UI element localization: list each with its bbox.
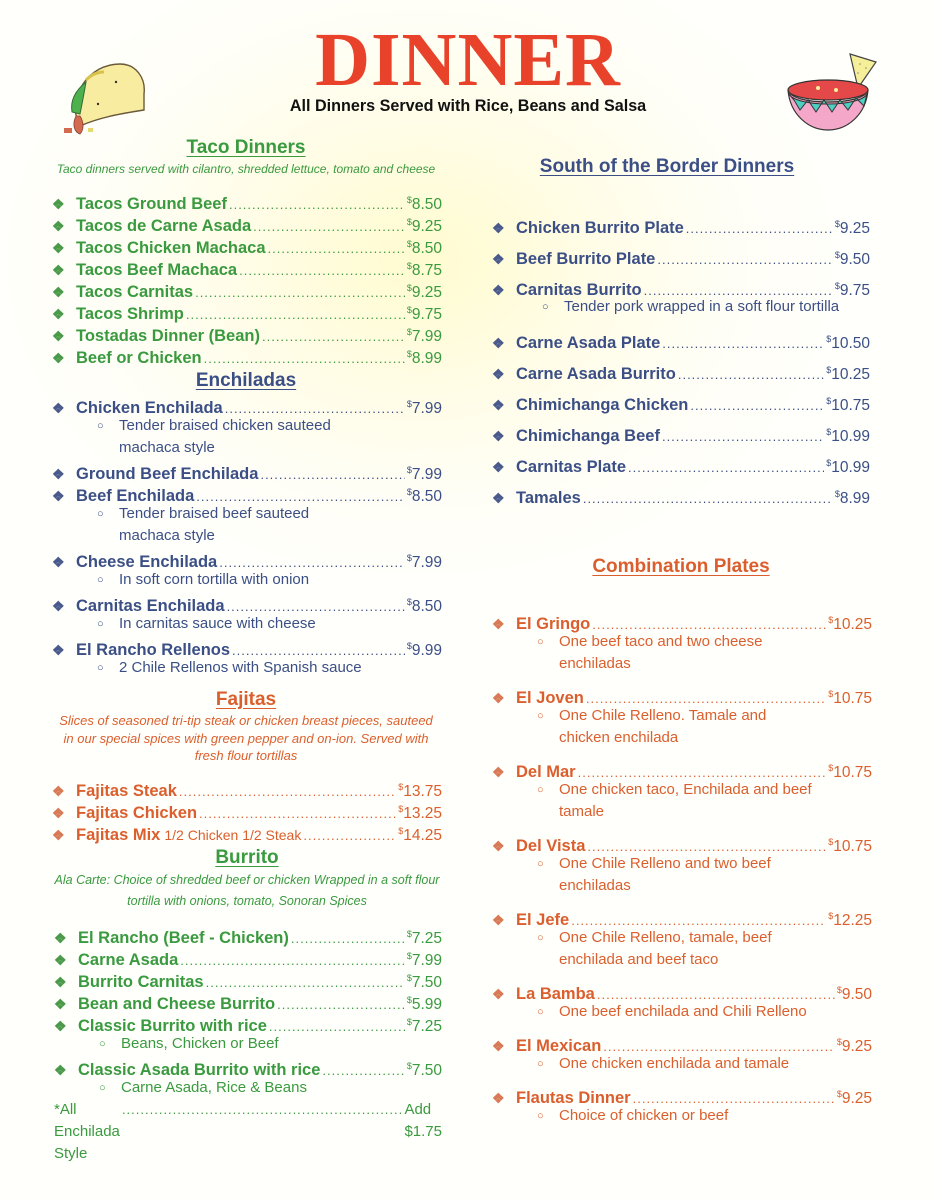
menu-item [50,459,442,481]
item-name: Carne Asada Burrito [516,365,676,383]
menu-item [490,386,870,417]
item-name: Flautas Dinner [516,1089,631,1107]
item-price: $9.75 [406,305,442,323]
circle-bullet-icon: ○ [537,1006,544,1018]
bullet-icon: ❖ [52,328,65,344]
combo-group [490,979,872,1023]
item-price: $10.75 [828,763,872,781]
bullet-icon: ❖ [52,350,65,366]
salsa-bowl-icon [778,48,878,133]
item-note: ○ Tender braised chicken sauteed machaca style [50,415,442,459]
bullet-icon: ❖ [52,598,65,614]
item-name: Chicken Enchilada [76,399,223,417]
menu-item [50,393,442,415]
item-price: $8.50 [406,487,442,505]
item-note: ○ In soft corn tortilla with onion [50,569,442,591]
item-note: ○ One Chile Relleno and two beef enchiladas [490,853,872,897]
item-price: $8.50 [406,195,442,213]
bullet-icon: ❖ [492,690,505,706]
item-note: ○ One chicken taco, Enchilada and beef tamale [490,779,872,823]
menu-item [490,1083,872,1105]
leader-dots [662,421,824,452]
item-name: Beef or Chicken [76,349,202,367]
item-name: Bean and Cheese Burrito [78,995,276,1013]
item-name: Cheese Enchilada [76,553,218,571]
enchiladas-section [50,369,442,679]
footnote-value: Add $1.75 [404,1101,442,1140]
menu-item [490,240,870,271]
bullet-icon: ❖ [492,1090,505,1106]
item-price: $5.99 [406,995,442,1013]
item-note: ○ Tender braised beef sauteed machaca style [50,503,442,547]
item-name: Tacos Ground Beef [76,195,227,213]
item-name: Tacos Shrimp [76,305,184,323]
leader-dots [180,950,405,972]
leader-dots [662,328,824,359]
item-note: ○ One chicken enchilada and tamale [490,1053,872,1075]
section-title: Combination Plates [592,556,770,577]
item-price: $9.25 [834,219,870,237]
item-price: $10.99 [826,427,870,445]
item-price: $10.25 [828,615,872,633]
item-note: ○ Carne Asada, Rice & Beans [52,1077,442,1099]
item-price: $14.25 [398,825,442,844]
bullet-icon: ❖ [492,220,505,236]
bullet-icon: ❖ [52,804,65,821]
bullet-icon: ❖ [52,826,65,843]
item-name: El Mexican [516,1037,602,1055]
menu-item [490,448,870,479]
menu-item [52,1055,442,1077]
item-name: Beef Enchilada [76,487,195,505]
leader-dots [179,781,396,803]
menu-item [490,683,872,705]
menu-item [490,609,872,631]
item-name: Tacos Beef Machaca [76,261,238,279]
item-price: $9.99 [406,641,442,659]
item-price: $7.99 [406,399,442,417]
item-price: $7.50 [406,1061,442,1079]
leader-dots [253,216,405,238]
burrito-section [52,846,442,1162]
leader-dots [260,464,404,486]
menu-item [490,979,872,1001]
leader-dots [206,972,405,994]
circle-bullet-icon: ○ [537,636,544,648]
item-name: Tacos de Carne Asada [76,217,252,235]
circle-bullet-icon: ○ [537,858,544,870]
taco-dinners-section [50,136,442,365]
item-price: $10.50 [826,334,870,352]
bullet-icon: ❖ [54,1018,67,1034]
bullet-icon: ❖ [52,196,65,212]
item-name: Fajitas Steak [76,781,177,800]
item-name: Tostadas Dinner (Bean) [76,327,260,345]
menu-subtitle: All Dinners Served with Rice, Beans and Salsa [289,96,647,115]
circle-bullet-icon: ○ [537,932,544,944]
item-price: $8.50 [406,597,442,615]
leader-dots [583,483,833,514]
item-name: Fajitas Mix [76,825,161,844]
bullet-icon: ❖ [492,490,505,506]
item-extra: 1/2 Chicken 1/2 Steak [164,826,302,843]
item-price: $10.75 [828,837,872,855]
menu-list [50,776,442,842]
item-price: $8.99 [406,349,442,367]
item-name: Burrito Carnitas [78,973,204,991]
circle-bullet-icon: ○ [537,784,544,796]
item-note: ○ One Chile Relleno. Tamale and chicken enchilada [490,705,872,749]
item-name: El Rancho Rellenos [76,641,231,659]
item-name: Carne Asada [78,951,179,969]
leader-dots [229,194,405,216]
item-name: Tamales [516,489,581,507]
menu-item [50,591,442,613]
item-price: $9.25 [836,1089,872,1107]
item-name: Carnitas Enchilada [76,597,225,615]
fajitas-section [50,688,442,842]
bullet-icon: ❖ [492,838,505,854]
bullet-icon: ❖ [54,974,67,990]
leader-dots [690,390,824,421]
bullet-icon: ❖ [52,554,65,570]
item-name: Chimichanga Chicken [516,396,689,414]
section-description: Ala Carte: Choice of shredded beef or chicken Wrapped in a soft flour tortilla with onions, tomato, Sonoran Spices [54,873,440,908]
menu-item [490,757,872,779]
item-price: $13.75 [398,781,442,800]
leader-dots [122,1099,403,1121]
bullet-icon: ❖ [492,764,505,780]
item-name: El Jefe [516,911,570,929]
menu-item [490,1031,872,1053]
item-name: Ground Beef Enchilada [76,465,259,483]
item-price: $7.99 [406,327,442,345]
bullet-icon: ❖ [54,1062,67,1078]
item-note: ○ In carnitas sauce with cheese [50,613,442,635]
menu-list [490,209,870,510]
circle-bullet-icon: ○ [537,710,544,722]
item-note: ○ One Chile Relleno, tamale, beef enchilada and beef taco [490,927,872,971]
leader-dots [678,359,824,390]
item-price: $8.50 [406,239,442,257]
combo-group [490,609,872,675]
item-price: $7.99 [406,465,442,483]
item-name: Beef Burrito Plate [516,250,656,268]
menu-item [50,189,442,211]
leader-dots [277,994,405,1016]
section-title: Burrito [215,847,279,868]
combo-group [490,905,872,971]
menu-item [490,324,870,355]
menu-item [490,905,872,927]
combo-group [490,1083,872,1127]
menu-item [490,831,872,853]
menu-title: DINNER [315,18,621,102]
bullet-icon: ❖ [492,1038,505,1054]
item-name: Carnitas Burrito [516,281,642,299]
item-note: ○ Tender pork wrapped in a soft flour tortilla [490,296,870,318]
item-price: $9.25 [406,283,442,301]
leader-dots [262,326,405,348]
bullet-icon: ❖ [52,400,65,416]
item-name: Tacos Chicken Machaca [76,239,266,257]
leader-dots [686,213,833,244]
item-price: $10.75 [826,396,870,414]
item-price: $7.99 [406,951,442,969]
circle-bullet-icon: ○ [97,618,104,630]
leader-dots [199,803,396,825]
combo-group [490,831,872,897]
enchilada-style-footnote [52,1099,442,1162]
item-price: $10.75 [828,689,872,707]
menu-item [52,923,442,945]
item-price: $9.25 [406,217,442,235]
item-name: Del Vista [516,837,586,855]
bullet-icon: ❖ [52,306,65,322]
item-name: La Bamba [516,985,595,1003]
leader-dots [204,348,405,370]
menu-item [490,479,870,510]
item-price: $9.75 [834,281,870,299]
circle-bullet-icon: ○ [97,574,104,586]
item-price: $8.75 [406,261,442,279]
item-price: $12.25 [828,911,872,929]
bullet-icon: ❖ [52,240,65,256]
combo-group [490,683,872,749]
leader-dots [657,244,832,275]
item-price: $9.25 [836,1037,872,1055]
item-price: $7.50 [406,973,442,991]
circle-bullet-icon: ○ [537,1110,544,1122]
combination-plates-section [490,555,872,1135]
leader-dots [239,260,405,282]
item-name: Classic Burrito with rice [78,1017,267,1035]
menu-item [490,209,870,240]
leader-dots [268,238,405,260]
bullet-icon: ❖ [52,466,65,482]
bullet-icon: ❖ [492,986,505,1002]
circle-bullet-icon: ○ [97,508,104,520]
item-name: El Gringo [516,615,591,633]
bullet-icon: ❖ [492,366,505,382]
item-price: $9.50 [836,985,872,1003]
item-note: ○ 2 Chile Rellenos with Spanish sauce [50,657,442,679]
item-name: El Joven [516,689,584,707]
circle-bullet-icon: ○ [99,1082,106,1094]
item-price: $8.99 [834,489,870,507]
section-description: Slices of seasoned tri-tip steak or chicken breast pieces, sauteed in our special spices with green pepper and on-ion. Served with fresh flour tortillas [59,713,433,763]
item-note: ○ Choice of chicken or beef [490,1105,872,1127]
item-name: Carne Asada Plate [516,334,661,352]
south-of-the-border-section [490,155,870,510]
item-name: Classic Asada Burrito with rice [78,1061,321,1079]
item-name: Carnitas Plate [516,458,627,476]
item-price: $10.99 [826,458,870,476]
footnote-label: *All Enchilada Style [54,1101,120,1162]
bullet-icon: ❖ [52,642,65,658]
combo-group [490,757,872,823]
item-price: $7.25 [406,1017,442,1035]
item-price: $9.50 [834,250,870,268]
menu-list [52,923,442,1162]
section-description: Taco dinners served with cilantro, shredded lettuce, tomato and cheese [56,162,436,176]
bullet-icon: ❖ [492,335,505,351]
item-note: ○ Beans, Chicken or Beef [52,1033,442,1055]
circle-bullet-icon: ○ [537,1058,544,1070]
item-price: $13.25 [398,803,442,822]
bullet-icon: ❖ [492,282,505,298]
section-title: South of the Border Dinners [539,156,795,177]
item-name: Del Mar [516,763,576,781]
item-name: El Rancho (Beef - Chicken) [78,929,289,947]
bullet-icon: ❖ [492,616,505,632]
leader-dots [628,452,824,483]
item-price: $7.99 [406,553,442,571]
bullet-icon: ❖ [52,488,65,504]
bullet-icon: ❖ [492,428,505,444]
menu-list [490,609,872,1127]
item-price: $10.25 [826,365,870,383]
item-name: Tacos Carnitas [76,283,194,301]
bullet-icon: ❖ [492,912,505,928]
item-price: $7.25 [406,929,442,947]
item-note: ○ One beef enchilada and Chili Relleno [490,1001,872,1023]
combo-group [490,1031,872,1075]
circle-bullet-icon: ○ [97,420,104,432]
circle-bullet-icon: ○ [99,1038,106,1050]
leader-dots [303,825,396,847]
leader-dots [195,282,405,304]
leader-dots [186,304,405,326]
circle-bullet-icon: ○ [542,301,549,313]
bullet-icon: ❖ [54,952,67,968]
menu-list [50,189,442,365]
menu-item [50,635,442,657]
menu-item [50,547,442,569]
bullet-icon: ❖ [52,218,65,234]
bullet-icon: ❖ [492,397,505,413]
bullet-icon: ❖ [54,930,67,946]
section-title: Enchiladas [195,370,297,391]
menu-item [490,417,870,448]
bullet-icon: ❖ [492,251,505,267]
bullet-icon: ❖ [52,262,65,278]
bullet-icon: ❖ [492,459,505,475]
menu-item [490,355,870,386]
circle-bullet-icon: ○ [97,662,104,674]
section-title: Fajitas [215,689,277,710]
item-name: Chicken Burrito Plate [516,219,684,237]
menu-item [50,776,442,798]
item-name: Fajitas Chicken [76,803,198,822]
bullet-icon: ❖ [52,782,65,799]
item-name: Chimichanga Beef [516,427,660,445]
menu-list [50,393,442,679]
item-note: ○ One beef taco and two cheese enchiladas [490,631,872,675]
bullet-icon: ❖ [52,284,65,300]
bullet-icon: ❖ [54,996,67,1012]
section-title: Taco Dinners [186,137,306,158]
leader-dots [291,928,405,950]
